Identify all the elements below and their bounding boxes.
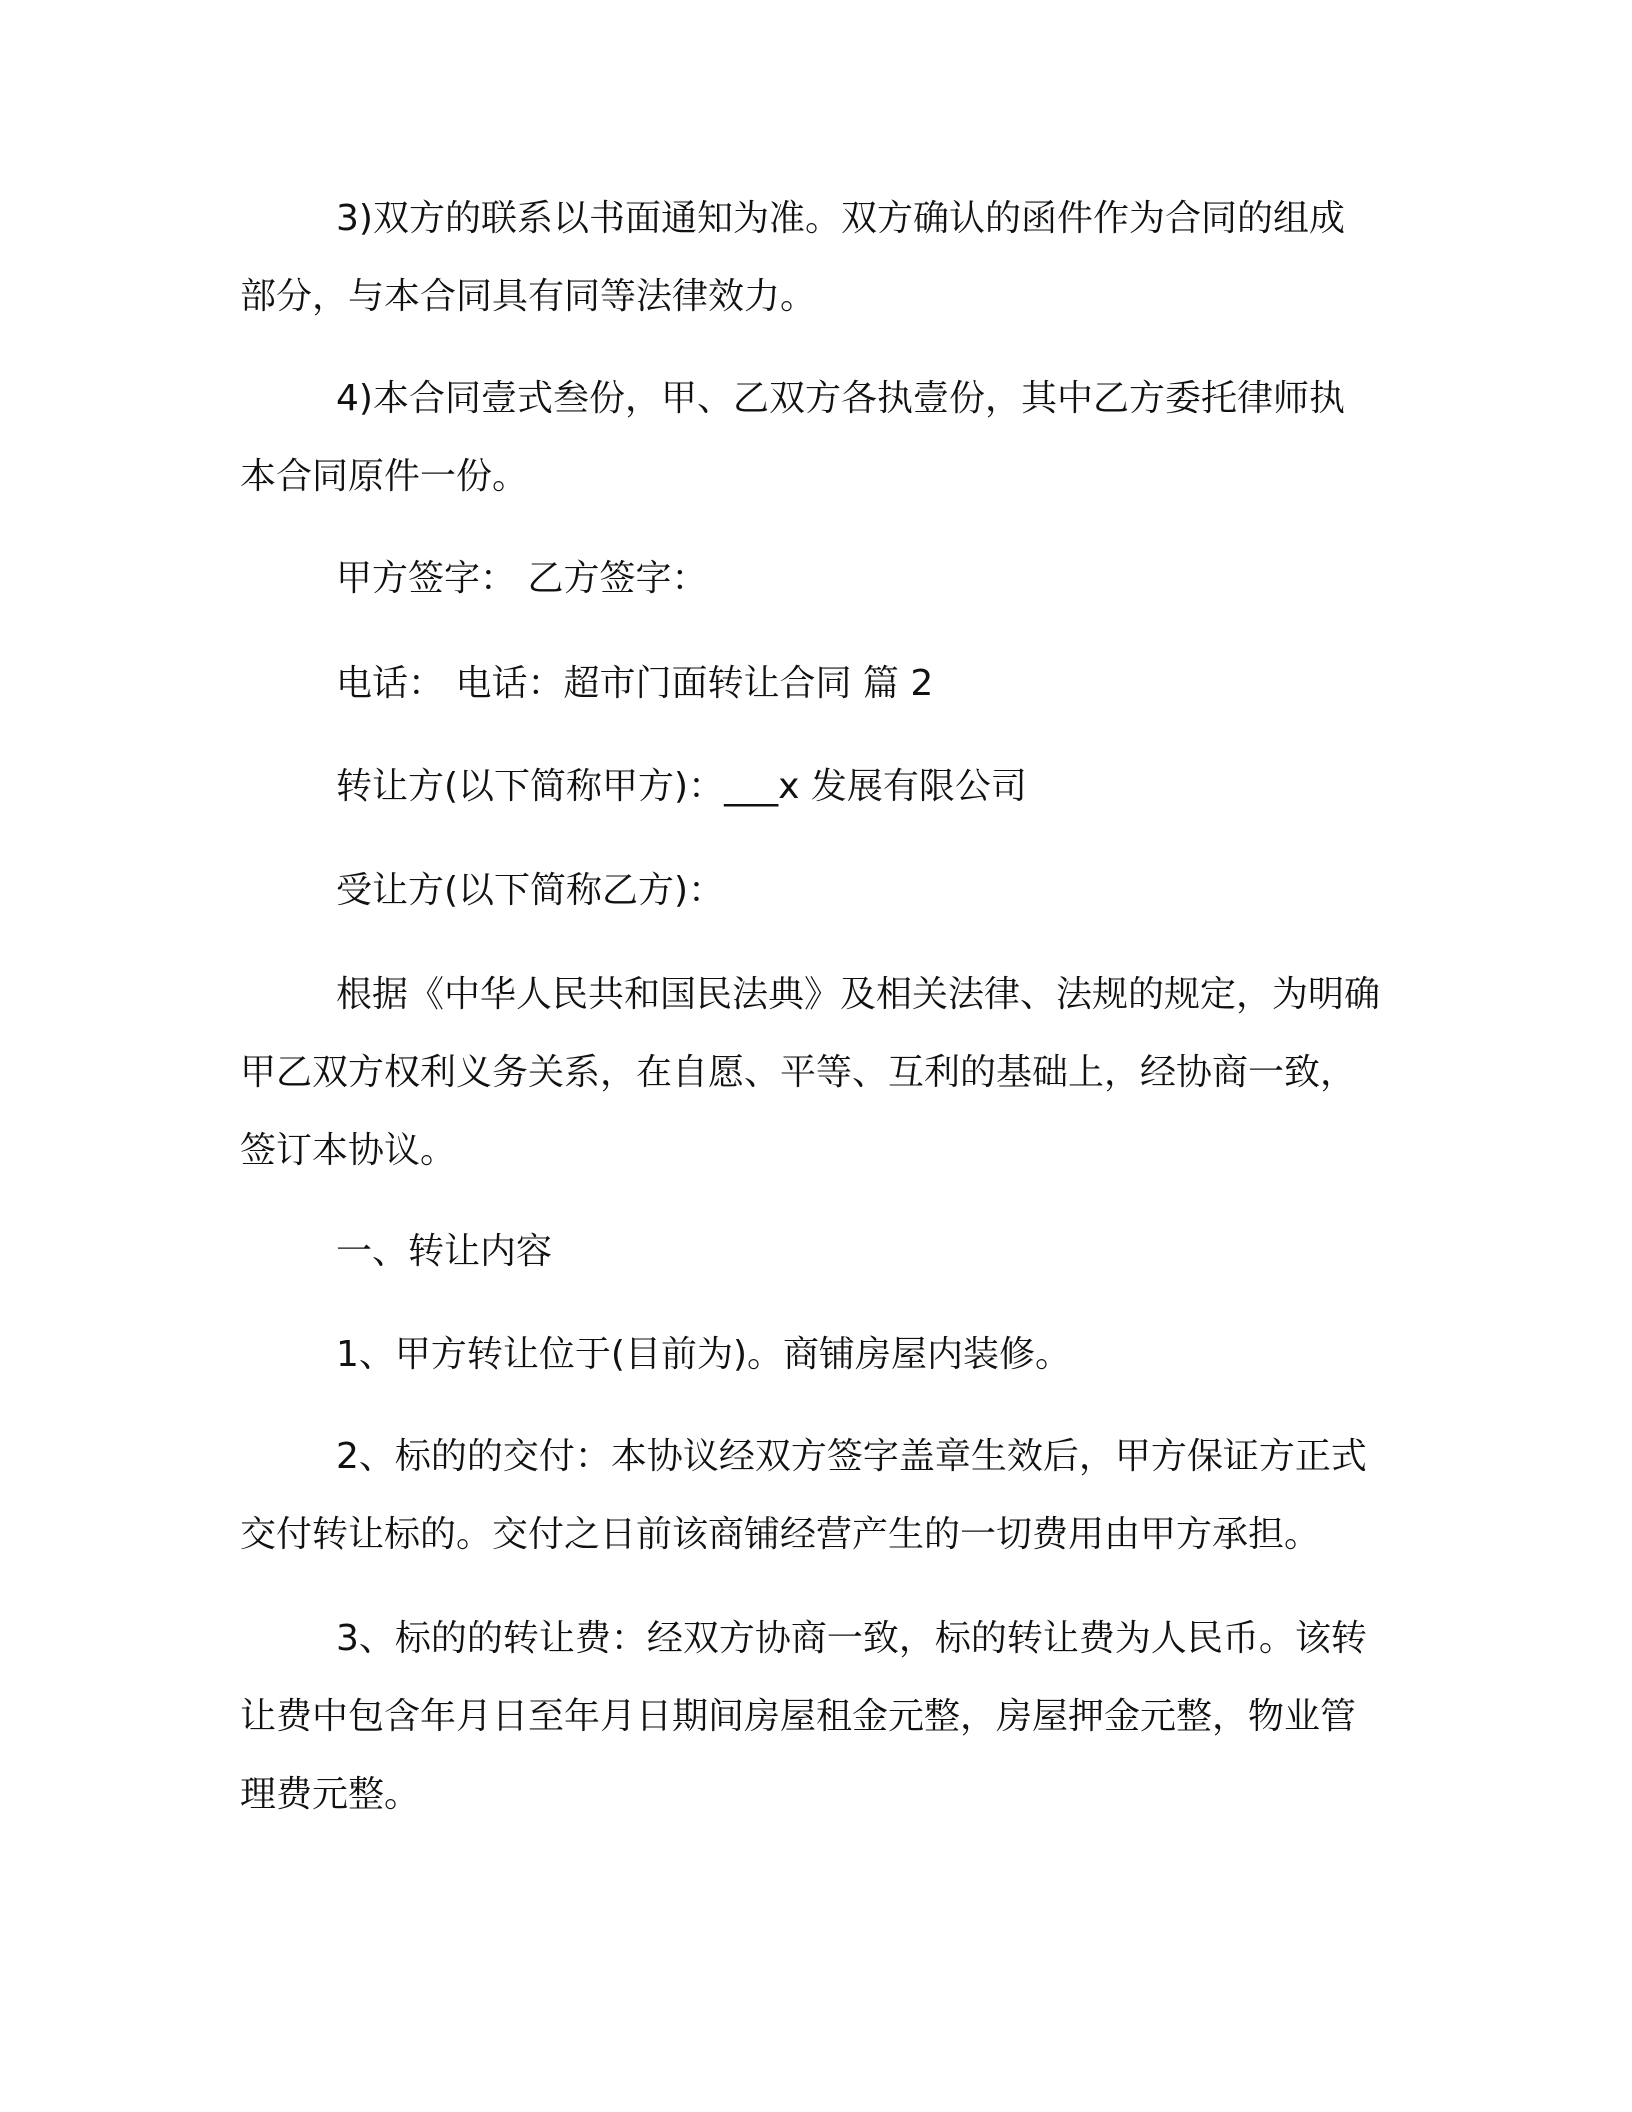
transferor-line: 转让方(以下简称甲方)：___x 发展有限公司: [336, 766, 1027, 807]
phone-line: 电话： 电话：超市门面转让合同 篇 2: [336, 663, 934, 704]
transferee-line: 受让方(以下简称乙方)：: [336, 870, 725, 911]
clause-4-copies: 4)本合同壹式叁份，甲、乙双方各执壹份，其中乙方委托律师执本合同原件一份。: [240, 378, 1345, 497]
item-1-location: 1、甲方转让位于(目前为)。商铺房屋内装修。: [336, 1334, 1071, 1375]
item-3-transfer-fee: 3、标的的转让费：经双方协商一致，标的转让费为人民币。该转让费中包含年月日至年月日期间房屋租金元整，房屋押金元整，物业管理费元整。: [240, 1618, 1367, 1815]
clause-3-contact: 3)双方的联系以书面通知为准。双方确认的函件作为合同的组成部分，与本合同具有同等法律效力。: [240, 198, 1345, 317]
signature-line: 甲方签字： 乙方签字：: [336, 558, 708, 599]
section-heading-transfer: 一、转让内容: [336, 1231, 553, 1272]
item-2-delivery: 2、标的的交付：本协议经双方签字盖章生效后，甲方保证方正式交付转让标的。交付之日前该商铺经营产生的一切费用由甲方承担。: [240, 1436, 1367, 1555]
preamble-paragraph: 根据《中华人民共和国民法典》及相关法律、法规的规定，为明确甲乙双方权利义务关系，在自愿、平等、互利的基础上，经协商一致，签订本协议。: [240, 974, 1381, 1171]
